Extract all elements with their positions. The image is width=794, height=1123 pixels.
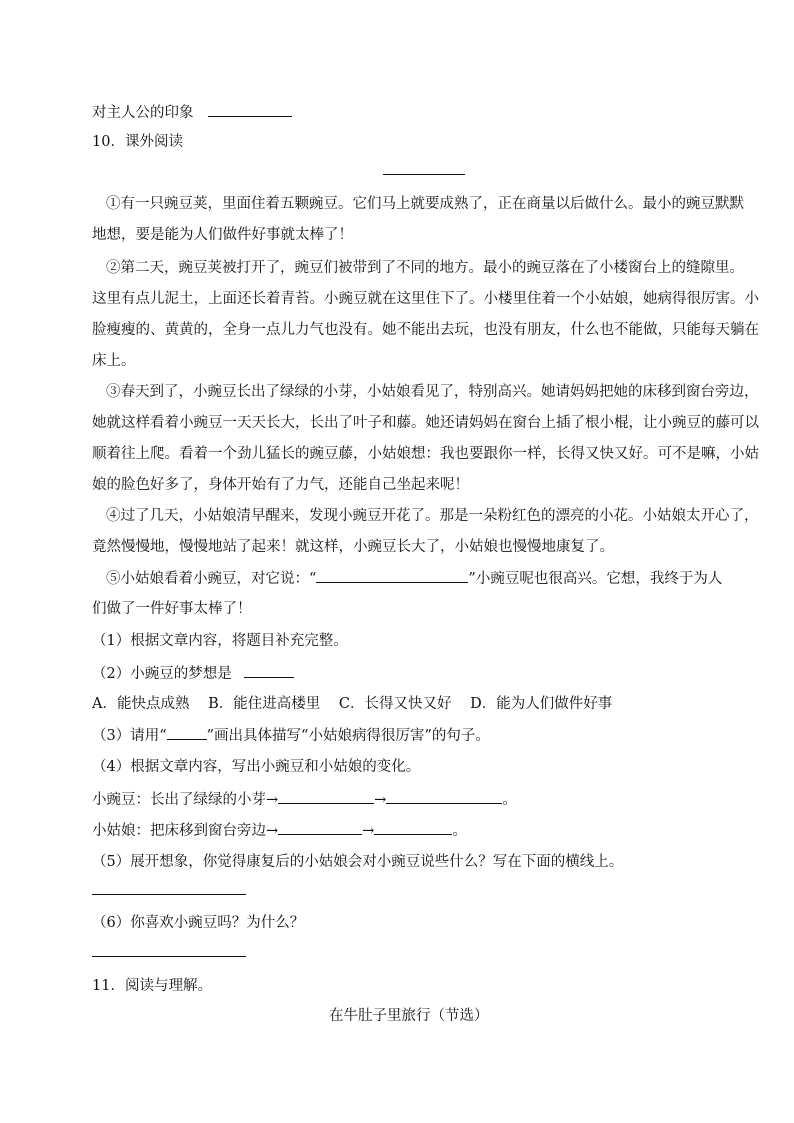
girl-changes: [92, 820, 467, 841]
q11-passage-title: 在牛肚子里旅行（节选）: [329, 1008, 489, 1024]
q10-heading: 10．课外阅读: [92, 134, 183, 150]
sub-question-3-start: （3）请用“: [92, 728, 167, 744]
arrow-icon: →: [266, 792, 279, 808]
p3-line-2: 她就这样看着小豌豆一天天长大，长出了叶子和藤。她还请妈妈在窗台上插了根小棍，让小豌豆的藤可以: [92, 415, 759, 431]
p3-line-1: ③春天到了，小豌豆长出了绿绿的小芽，小姑娘看见了，特别高兴。她请妈妈把她的床移到窗台旁边，: [106, 384, 759, 400]
impression-blank[interactable]: [208, 102, 292, 117]
sub-question-3: [92, 725, 490, 746]
girl-period: 。: [452, 823, 467, 839]
sub-question-5: （5）展开想象，你觉得康复后的小姑娘会对小豌豆说些什么？写在下面的横线上。: [92, 854, 624, 870]
sub-question-1: （1）根据文章内容，将题目补充完整。: [92, 633, 348, 649]
p5-line-2: 们做了一件好事太棒了！: [92, 601, 252, 617]
arrow-icon: →: [362, 823, 375, 839]
option-c[interactable]: C．长得又快又好: [338, 696, 452, 712]
arrow-icon: →: [374, 792, 387, 808]
options-row: [92, 694, 626, 714]
sub-question-5-blank[interactable]: [92, 880, 246, 895]
option-b[interactable]: B．能住进高楼里: [208, 696, 321, 712]
p5-start: ⑤小姑娘看着小豌豆，对它说：“: [106, 571, 317, 587]
p4-line-2: 竟然慢慢地，慢慢地站了起来！就这样，小豌豆长大了，小姑娘也慢慢地康复了。: [92, 539, 614, 555]
title-blank[interactable]: [383, 160, 465, 175]
pea-label: 小豌豆：长出了绿绿的小芽: [92, 792, 266, 808]
girl-blank-2[interactable]: [374, 820, 452, 835]
pea-blank-2[interactable]: [386, 789, 502, 804]
sub-question-6: （6）你喜欢小豌豆吗？为什么？: [92, 915, 305, 931]
arrow-icon: →: [266, 823, 279, 839]
sub-question-6-blank[interactable]: [92, 942, 246, 957]
p2-line-4: 床上。: [92, 353, 136, 369]
p5-line-1: [106, 568, 722, 589]
p5-end: ”小豌豆呢也很高兴。它想，我终于为人: [468, 571, 723, 587]
girl-blank-1[interactable]: [278, 820, 362, 835]
impression-label: 对主人公的印象: [92, 105, 194, 121]
sub-question-5-answer-line[interactable]: [92, 880, 246, 901]
p1-line-2: 地想，要是能为人们做件好事就太棒了！: [92, 227, 353, 243]
option-d[interactable]: D．能为人们做件好事: [470, 696, 613, 712]
p2-line-3: 脸瘦瘦的、黄黄的，全身一点儿力气也没有。她不能出去玩，也没有朋友，什么也不能做，只能每天躺在: [92, 322, 759, 338]
sub-question-4: （4）根据文章内容，写出小豌豆和小姑娘的变化。: [92, 759, 421, 775]
p4-line-1: ④过了几天，小姑娘清早醒来，发现小豌豆开花了。那是一朵粉红色的漂亮的小花。小姑娘太开心了，: [106, 508, 759, 524]
pea-period: 。: [502, 792, 517, 808]
sub-question-2: [92, 663, 294, 684]
p1-line-1: ①有一只豌豆荚，里面住着五颗豌豆。它们马上就要成熟了，正在商量以后做什么。最小的豌豆默默: [106, 196, 744, 212]
p3-line-4: 娘的脸色好多了，身体开始有了力气，还能自己坐起来呢！: [92, 477, 469, 493]
pea-blank-1[interactable]: [278, 789, 374, 804]
title-blank-line[interactable]: [383, 160, 465, 181]
p2-line-1: ②第二天，豌豆荚被打开了，豌豆们被带到了不同的地方。最小的豌豆落在了小楼窗台上的缝隙里。: [106, 260, 744, 276]
sub-question-3-blank[interactable]: [167, 725, 207, 740]
sub-question-2-blank[interactable]: [244, 663, 294, 678]
girl-label: 小姑娘：把床移到窗台旁边: [92, 823, 266, 839]
pea-changes: [92, 789, 517, 810]
p3-line-3: 顺着往上爬。看着一个劲儿猛长的豌豆藤，小姑娘想：我也要跟你一样，长得又快又好。可不是嘛，小姑: [92, 446, 759, 462]
p5-quote-blank[interactable]: [316, 568, 468, 583]
sub-question-2-text: （2）小豌豆的梦想是: [92, 666, 232, 682]
impression-line: [92, 102, 292, 123]
sub-question-6-answer-line[interactable]: [92, 942, 246, 963]
q11-heading: 11．阅读与理解。: [92, 978, 212, 994]
option-a[interactable]: A．能快点成熟: [92, 696, 190, 712]
sub-question-3-end: ”画出具体描写“小姑娘病得很厉害”的句子。: [206, 728, 490, 744]
p2-line-2: 这里有点儿泥土，上面还长着青苔。小豌豆就在这里住下了。小楼里住着一个小姑娘，她病得很厉害。小: [92, 291, 759, 307]
